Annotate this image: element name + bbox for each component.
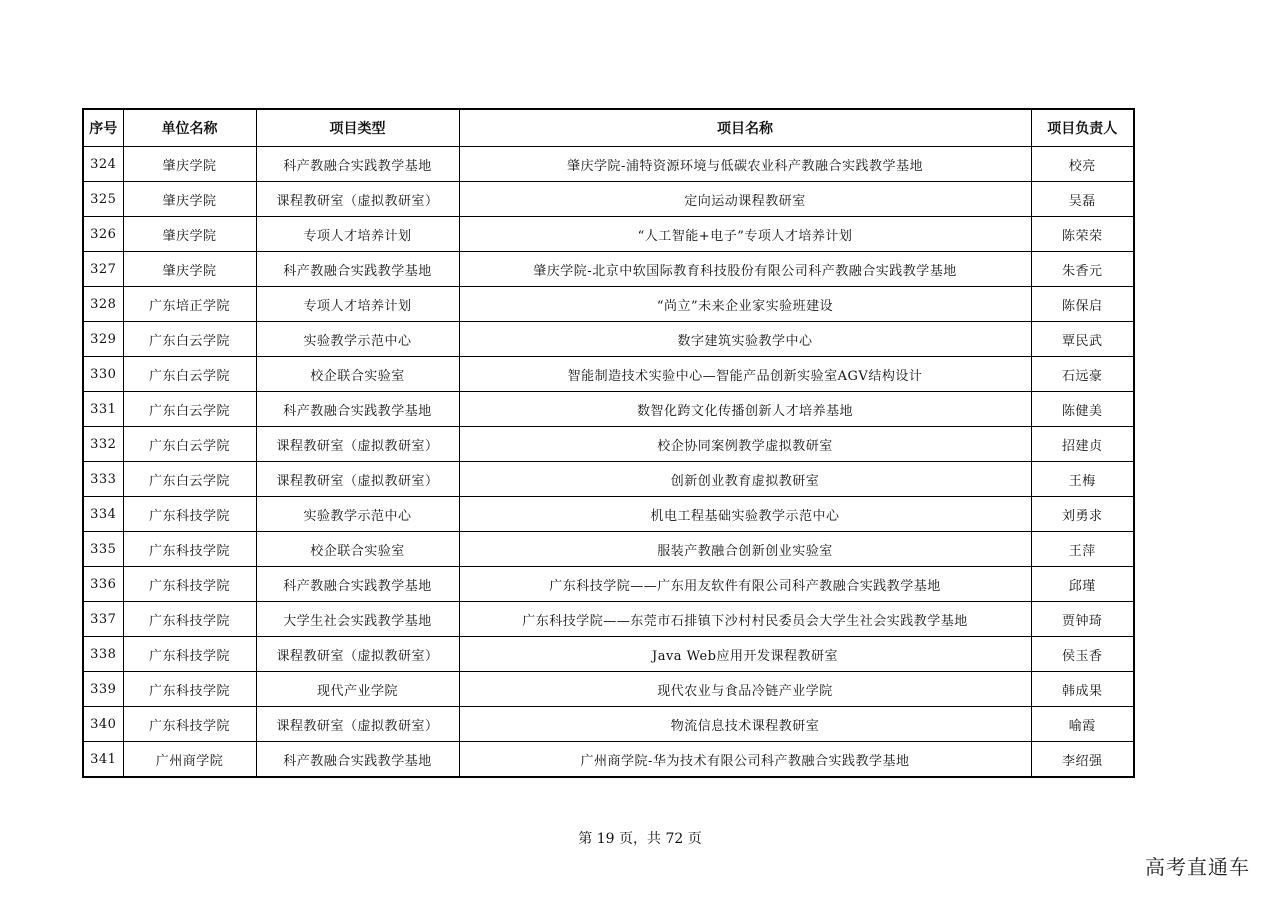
table-row	[83, 567, 1134, 602]
cell-project-lead: 侯玉香	[1031, 637, 1134, 672]
cell-project-name: “人工智能+电子”专项人才培养计划	[459, 217, 1031, 252]
cell-project-type: 大学生社会实践教学基地	[256, 602, 459, 637]
cell-project-lead: 李绍强	[1031, 742, 1134, 778]
cell-unit-name: 广东科技学院	[123, 567, 256, 602]
header-serial-number: 序号	[83, 109, 123, 147]
cell-unit-name: 肇庆学院	[123, 252, 256, 287]
cell-project-type: 专项人才培养计划	[256, 287, 459, 322]
cell-serial-number: 335	[83, 532, 123, 567]
cell-project-type: 科产教融合实践教学基地	[256, 567, 459, 602]
cell-unit-name: 广东科技学院	[123, 672, 256, 707]
cell-serial-number: 338	[83, 637, 123, 672]
cell-serial-number: 334	[83, 497, 123, 532]
cell-project-name: 肇庆学院-北京中软国际教育科技股份有限公司科产教融合实践教学基地	[459, 252, 1031, 287]
cell-project-name: “尚立”未来企业家实验班建设	[459, 287, 1031, 322]
cell-project-name: 校企协同案例教学虚拟教研室	[459, 427, 1031, 462]
table-row	[83, 497, 1134, 532]
cell-serial-number: 333	[83, 462, 123, 497]
table-row	[83, 637, 1134, 672]
table-row	[83, 182, 1134, 217]
table-row	[83, 707, 1134, 742]
cell-serial-number: 326	[83, 217, 123, 252]
cell-project-lead: 王萍	[1031, 532, 1134, 567]
cell-project-type: 课程教研室（虚拟教研室）	[256, 182, 459, 217]
cell-unit-name: 广东白云学院	[123, 392, 256, 427]
cell-unit-name: 广州商学院	[123, 742, 256, 778]
cell-project-lead: 喻霞	[1031, 707, 1134, 742]
cell-unit-name: 广东培正学院	[123, 287, 256, 322]
cell-unit-name: 广东白云学院	[123, 322, 256, 357]
cell-project-lead: 王梅	[1031, 462, 1134, 497]
cell-project-name: 广东科技学院——广东用友软件有限公司科产教融合实践教学基地	[459, 567, 1031, 602]
cell-project-type: 课程教研室（虚拟教研室）	[256, 637, 459, 672]
cell-project-type: 实验教学示范中心	[256, 322, 459, 357]
cell-project-lead: 朱香元	[1031, 252, 1134, 287]
cell-serial-number: 339	[83, 672, 123, 707]
cell-project-lead: 陈荣荣	[1031, 217, 1134, 252]
cell-serial-number: 329	[83, 322, 123, 357]
cell-unit-name: 广东科技学院	[123, 497, 256, 532]
cell-project-type: 实验教学示范中心	[256, 497, 459, 532]
cell-project-type: 科产教融合实践教学基地	[256, 147, 459, 182]
table-row	[83, 357, 1134, 392]
cell-project-lead: 石远豪	[1031, 357, 1134, 392]
table-row	[83, 602, 1134, 637]
cell-serial-number: 340	[83, 707, 123, 742]
table-row	[83, 147, 1134, 182]
page-number: 第 19 页，共 72 页	[578, 831, 702, 847]
table-body	[83, 147, 1134, 778]
cell-serial-number: 331	[83, 392, 123, 427]
table-header-row	[83, 109, 1134, 147]
cell-unit-name: 广东科技学院	[123, 707, 256, 742]
cell-project-name: 数智化跨文化传播创新人才培养基地	[459, 392, 1031, 427]
cell-serial-number: 341	[83, 742, 123, 778]
cell-project-type: 科产教融合实践教学基地	[256, 392, 459, 427]
cell-unit-name: 肇庆学院	[123, 182, 256, 217]
cell-serial-number: 325	[83, 182, 123, 217]
cell-project-name: 定向运动课程教研室	[459, 182, 1031, 217]
table-row	[83, 252, 1134, 287]
cell-project-name: 广州商学院-华为技术有限公司科产教融合实践教学基地	[459, 742, 1031, 778]
cell-project-lead: 吴磊	[1031, 182, 1134, 217]
cell-serial-number: 337	[83, 602, 123, 637]
header-project-name: 项目名称	[459, 109, 1031, 147]
table-row	[83, 672, 1134, 707]
cell-unit-name: 肇庆学院	[123, 147, 256, 182]
cell-serial-number: 324	[83, 147, 123, 182]
cell-project-name: 物流信息技术课程教研室	[459, 707, 1031, 742]
cell-project-lead: 韩成果	[1031, 672, 1134, 707]
cell-project-type: 现代产业学院	[256, 672, 459, 707]
cell-project-name: 数字建筑实验教学中心	[459, 322, 1031, 357]
cell-project-name: 现代农业与食品冷链产业学院	[459, 672, 1031, 707]
cell-project-name: 创新创业教育虚拟教研室	[459, 462, 1031, 497]
project-list-table	[82, 108, 1135, 778]
cell-project-lead: 贾钟琦	[1031, 602, 1134, 637]
table-row	[83, 392, 1134, 427]
table-row	[83, 427, 1134, 462]
header-project-lead: 项目负责人	[1031, 109, 1134, 147]
cell-project-lead: 刘勇求	[1031, 497, 1134, 532]
cell-project-name: Java Web应用开发课程教研室	[459, 637, 1031, 672]
cell-serial-number: 336	[83, 567, 123, 602]
cell-serial-number: 327	[83, 252, 123, 287]
cell-project-type: 校企联合实验室	[256, 357, 459, 392]
cell-unit-name: 广东科技学院	[123, 637, 256, 672]
cell-project-lead: 覃民武	[1031, 322, 1134, 357]
cell-project-type: 课程教研室（虚拟教研室）	[256, 427, 459, 462]
table-row	[83, 287, 1134, 322]
cell-project-type: 专项人才培养计划	[256, 217, 459, 252]
cell-project-name: 肇庆学院-浦特资源环境与低碳农业科产教融合实践教学基地	[459, 147, 1031, 182]
cell-project-name: 智能制造技术实验中心—智能产品创新实验室AGV结构设计	[459, 357, 1031, 392]
table-row	[83, 742, 1134, 778]
cell-project-name: 广东科技学院——东莞市石排镇下沙村村民委员会大学生社会实践教学基地	[459, 602, 1031, 637]
cell-unit-name: 广东白云学院	[123, 357, 256, 392]
cell-project-name: 服装产教融合创新创业实验室	[459, 532, 1031, 567]
table-row	[83, 217, 1134, 252]
cell-project-type: 课程教研室（虚拟教研室）	[256, 462, 459, 497]
cell-project-type: 校企联合实验室	[256, 532, 459, 567]
header-project-type: 项目类型	[256, 109, 459, 147]
cell-unit-name: 肇庆学院	[123, 217, 256, 252]
cell-project-lead: 校亮	[1031, 147, 1134, 182]
cell-project-type: 科产教融合实践教学基地	[256, 742, 459, 778]
cell-serial-number: 332	[83, 427, 123, 462]
cell-unit-name: 广东科技学院	[123, 602, 256, 637]
cell-project-type: 科产教融合实践教学基地	[256, 252, 459, 287]
table-row	[83, 462, 1134, 497]
cell-unit-name: 广东科技学院	[123, 532, 256, 567]
cell-unit-name: 广东白云学院	[123, 427, 256, 462]
watermark-text: 高考直通车	[1145, 855, 1250, 879]
table-row	[83, 322, 1134, 357]
cell-project-type: 课程教研室（虚拟教研室）	[256, 707, 459, 742]
cell-project-lead: 陈保启	[1031, 287, 1134, 322]
table-row	[83, 532, 1134, 567]
cell-serial-number: 328	[83, 287, 123, 322]
cell-project-lead: 陈健美	[1031, 392, 1134, 427]
cell-project-lead: 邱瑾	[1031, 567, 1134, 602]
cell-project-lead: 招建贞	[1031, 427, 1134, 462]
header-unit-name: 单位名称	[123, 109, 256, 147]
cell-serial-number: 330	[83, 357, 123, 392]
cell-project-name: 机电工程基础实验教学示范中心	[459, 497, 1031, 532]
cell-unit-name: 广东白云学院	[123, 462, 256, 497]
